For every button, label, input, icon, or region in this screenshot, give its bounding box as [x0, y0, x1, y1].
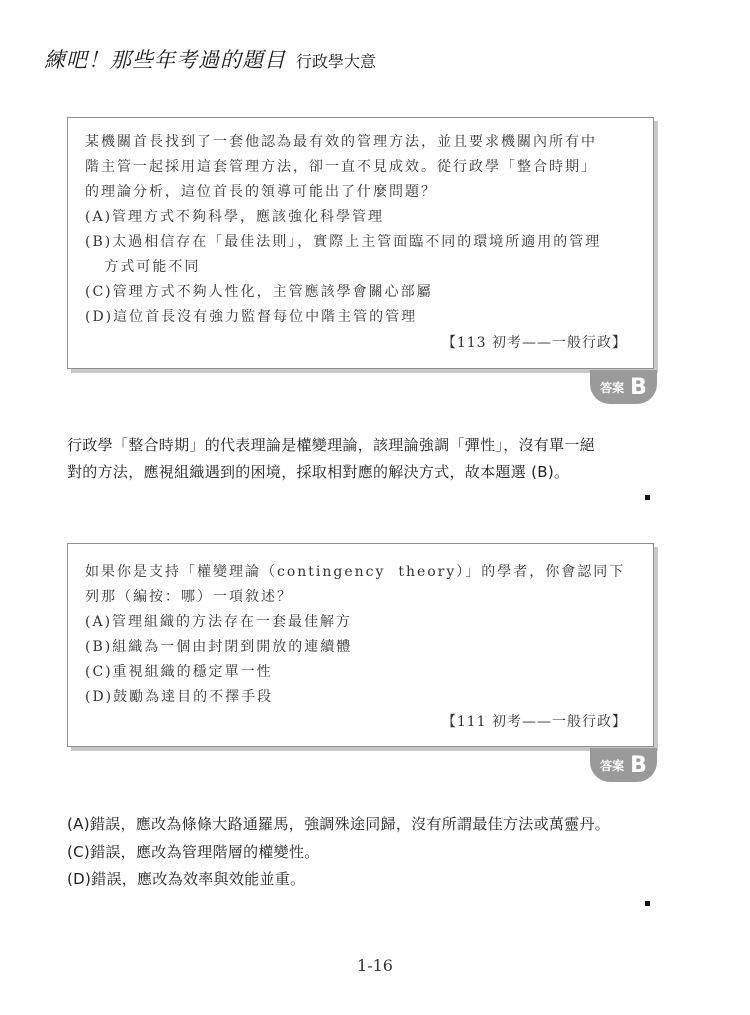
answer-value: B — [630, 752, 647, 778]
answer-label: 答案 — [600, 380, 625, 395]
brand-title: 練吧！那些年考過的題目 — [44, 48, 286, 72]
question-line: 如果你是支持「權變理論（contingency theory）」的學者，你會認同下 — [85, 564, 626, 580]
answer-badge-2 — [590, 748, 657, 782]
page-number: 1-16 — [357, 956, 393, 975]
subject-title: 行政學大意 — [296, 52, 377, 71]
option-d: (D)這位首長沒有強力監督每位中階主管的管理 — [85, 309, 418, 325]
question-source: 【113 初考——一般行政】 — [441, 335, 627, 351]
question-line: 的理論分析，這位首長的領導可能出了什麼問題？ — [85, 184, 437, 200]
answer-badge-1 — [590, 370, 657, 404]
explanation-line: (A)錯誤，應改為條條大路通羅馬，強調殊途同歸，沒有所謂最佳方法或萬靈丹。 — [67, 815, 611, 833]
explanation-line: 行政學「整合時期」的代表理論是權變理論，該理論強調「彈性」，沒有單一絕 — [67, 436, 596, 454]
explanation-line: (D)錯誤，應改為效率與效能並重。 — [67, 870, 306, 888]
option-c: (C)管理方式不夠人性化，主管應該學會關心部屬 — [85, 284, 433, 300]
option-a: (A)管理組織的方法存在一套最佳解方 — [85, 614, 353, 630]
end-mark — [645, 901, 650, 906]
question-line: 某機關首長找到了一套他認為最有效的管理方法，並且要求機關內所有中 — [85, 134, 597, 150]
question-box-1 — [67, 117, 654, 369]
option-a: (A)管理方式不夠科學，應該強化科學管理 — [85, 209, 385, 225]
explanation-line: 對的方法，應視組織遇到的困境，採取相對應的解決方式，故本題選 (B)。 — [67, 463, 570, 481]
question-line: 列那（編按：哪）一項敘述？ — [85, 589, 293, 605]
option-c: (C)重視組織的穩定單一性 — [85, 664, 273, 680]
option-b-cont: 方式可能不同 — [85, 259, 201, 275]
question-line: 階主管一起採用這套管理方法，卻一直不見成效。從行政學「整合時期」 — [85, 159, 597, 175]
option-b: (B)太過相信存在「最佳法則」，實際上主管面臨不同的環境所適用的管理 — [85, 234, 602, 250]
answer-label: 答案 — [600, 758, 625, 773]
page-header — [44, 44, 376, 80]
option-d: (D)鼓勵為達目的不擇手段 — [85, 689, 274, 705]
end-mark — [645, 495, 650, 500]
question-box-2 — [67, 543, 654, 747]
option-b: (B)組織為一個由封閉到開放的連續體 — [85, 639, 353, 655]
answer-value: B — [630, 374, 647, 400]
question-source: 【111 初考——一般行政】 — [441, 714, 627, 730]
explanation-line: (C)錯誤，應改為管理階層的權變性。 — [67, 843, 320, 861]
